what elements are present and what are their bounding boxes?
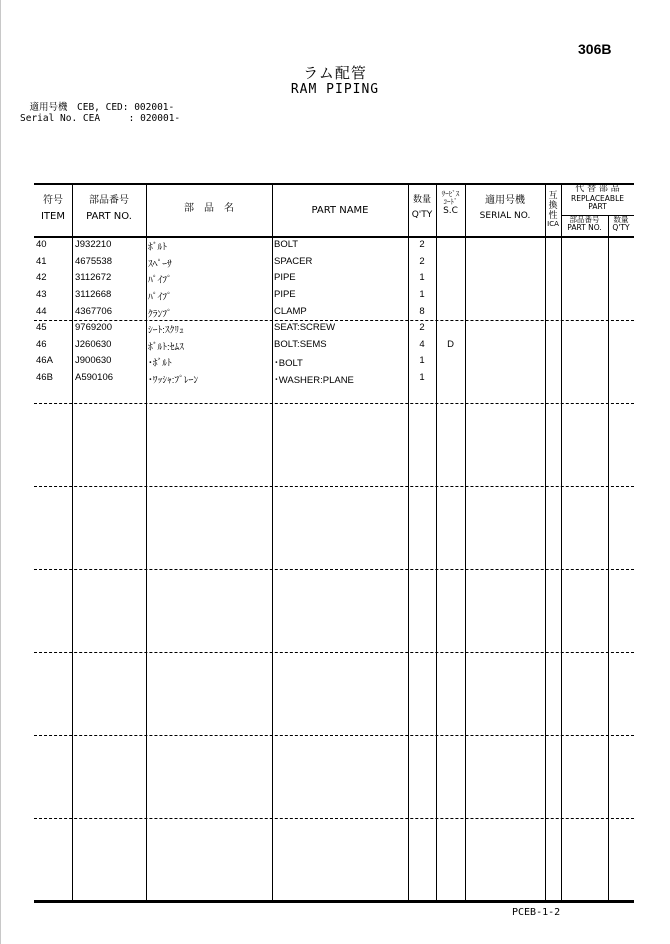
row-qty: 8 (419, 306, 425, 317)
row-part-no: J900630 (75, 355, 112, 366)
row-qty: 1 (419, 372, 425, 383)
header-serial: 適用号機 SERIAL NO. (479, 195, 531, 221)
row-name-en: BOLT:SEMS (274, 339, 327, 350)
table-top-border (34, 183, 634, 185)
title-japanese: ラム配管 (303, 64, 367, 82)
row-name-jp: ﾎﾞﾙﾄ:ｾﾑｽ (148, 342, 184, 353)
row-item: 40 (36, 239, 47, 250)
row-part-no: A590106 (75, 372, 114, 383)
row-part-no: J260630 (75, 339, 112, 350)
section-divider (34, 569, 634, 570)
col-divider-sc (465, 184, 466, 901)
row-qty: 2 (419, 256, 425, 267)
col-divider-item (72, 184, 73, 901)
row-name-jp: ﾊﾟｲﾌﾟ (148, 275, 172, 286)
row-qty: 1 (419, 272, 425, 283)
row-name-jp: ｽﾍﾟｰｻ (148, 259, 172, 270)
header-interchangeability: 互 換 性 ICA (547, 191, 559, 229)
header-part-name-en: PART NAME (311, 205, 369, 216)
col-divider-partno (146, 184, 147, 901)
row-item: 45 (36, 322, 47, 333)
serial-number-block: 適用号機 CEB, CED: 002001- Serial No. CEA : 020001- (20, 102, 181, 124)
row-qty: 2 (419, 322, 425, 333)
section-divider (34, 320, 634, 321)
row-name-en: BOLT (274, 239, 299, 250)
header-repl-qty: 数量 Q'TY (612, 215, 630, 233)
row-qty: 2 (419, 239, 425, 250)
row-item: 46 (36, 339, 47, 350)
row-item: 44 (36, 306, 47, 317)
row-item: 41 (36, 256, 47, 267)
row-part-no: J932210 (75, 239, 112, 250)
header-item: 符号 ITEM (40, 195, 65, 222)
footer-code: PCEB-1-2 (512, 907, 561, 918)
header-part-no: 部品番号 PART NO. (86, 195, 132, 222)
row-name-jp: ｸﾗﾝﾌﾟ (148, 309, 172, 320)
row-name-en: SEAT:SCREW (274, 322, 336, 333)
col-divider-repl (608, 215, 609, 901)
row-name-jp: ｼｰﾄ:ｽｸﾘｭ (148, 325, 184, 336)
header-repl-part-no: 部品番号 PART NO. (567, 215, 602, 233)
row-name-en: PIPE (274, 289, 296, 300)
row-name-en: SPACER (274, 256, 313, 267)
row-item: 46A (36, 355, 53, 366)
section-divider (34, 486, 634, 487)
row-name-jp: ﾎﾞﾙﾄ (148, 242, 168, 253)
row-qty: 4 (419, 339, 425, 350)
section-divider (34, 403, 634, 404)
row-item: 42 (36, 272, 47, 283)
col-divider-serial (545, 184, 546, 901)
row-part-no: 3112668 (75, 289, 112, 300)
row-service-code: D (447, 339, 454, 350)
row-item: 43 (36, 289, 47, 300)
row-name-en: ･BOLT (274, 358, 303, 369)
col-divider-qty (436, 184, 437, 901)
header-qty: 数量 Q'TY (411, 195, 433, 221)
row-qty: 1 (419, 355, 425, 366)
row-name-jp: ﾊﾟｲﾌﾟ (148, 292, 172, 303)
row-part-no: 4367706 (75, 306, 112, 317)
row-item: 46B (36, 372, 53, 383)
row-name-en: ･WASHER:PLANE (274, 375, 354, 386)
row-part-no: 9769200 (75, 322, 112, 333)
row-part-no: 4675538 (75, 256, 112, 267)
row-name-jp: ･ﾎﾞﾙﾄ (148, 358, 172, 369)
table-bottom-border (34, 900, 634, 903)
section-divider (34, 652, 634, 653)
header-service-code: ｻｰﾋﾞｽ ｺｰﾄﾞ S.C (441, 190, 460, 217)
row-name-en: CLAMP (274, 306, 307, 317)
table-header-border (34, 236, 634, 238)
section-divider (34, 735, 634, 736)
section-divider (34, 818, 634, 819)
row-qty: 1 (419, 289, 425, 300)
row-name-jp: ･ﾜｯｼｬ:ﾌﾟﾚｰﾝ (148, 375, 199, 386)
page-number: 306B (578, 41, 612, 57)
header-part-name-jp: 部 品 名 (184, 203, 234, 214)
title-english: RAM PIPING (290, 82, 380, 97)
row-name-en: PIPE (274, 272, 296, 283)
col-divider-namejp (272, 184, 273, 901)
col-divider-ica (561, 184, 562, 901)
header-replaceable-part: 代 替 部 品 REPLACEABLE PART (571, 184, 624, 212)
row-part-no: 3112672 (75, 272, 112, 283)
page-left-edge (0, 0, 1, 944)
